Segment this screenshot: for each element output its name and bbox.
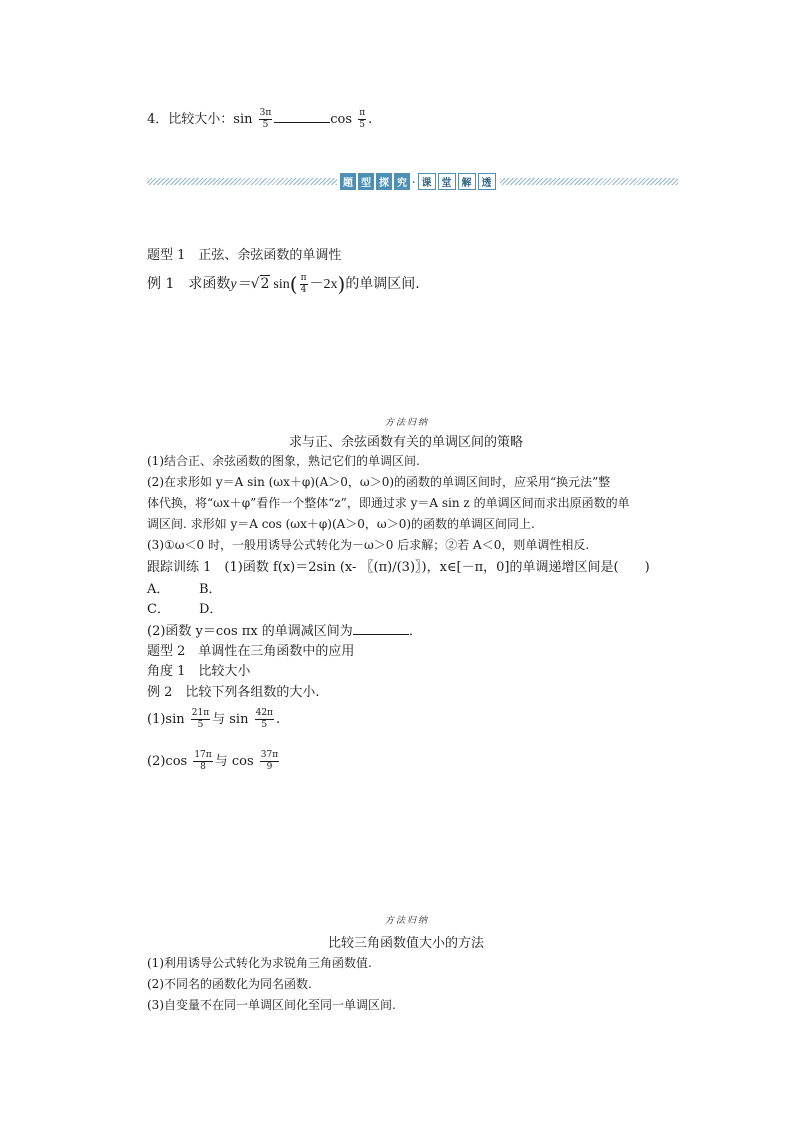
method2-line: (1)利用诱导公式转化为求锐角三角函数值.: [147, 956, 372, 970]
example-1-sin: sin: [273, 277, 290, 292]
p1-prefix: (1)sin: [147, 712, 189, 727]
fraction-21pi-5: $\frac{21\pi}{5}$: [191, 708, 210, 730]
answer-blank[interactable]: [353, 634, 409, 635]
training-1-line2-end: ．: [408, 624, 422, 639]
p1-mid: 与 sin: [212, 712, 253, 727]
method1-line: (2)在求形如 y＝A sin (ωx＋φ)(A＞0，ω＞0)的函数的单调区间时，应采用“换元法”整: [147, 475, 611, 489]
example-2-part-1: [147, 708, 280, 730]
training-1-line1: 跟踪训练 1 (1)函数 f(x)＝2sin (x- 〖(π)/(3)〗)，x∈[－π，0]的单调递增区间是( ): [147, 560, 650, 575]
option-c[interactable]: C．: [147, 602, 170, 617]
method2-line: (2)不同名的函数化为同名函数.: [147, 977, 312, 991]
fraction-3pi-5: $\frac{3\pi}{5}$: [259, 108, 272, 130]
fraction-pi-5: $\frac{\pi}{5}$: [359, 108, 366, 130]
example-1-y: y＝: [230, 277, 251, 292]
answer-blank[interactable]: [274, 122, 330, 123]
banner-char: 型: [358, 173, 374, 190]
paren-open: (: [289, 272, 298, 296]
banner-char: 题: [340, 173, 356, 190]
banner-stripe-left: [147, 178, 337, 185]
example-1: [147, 272, 420, 296]
banner-char: 探: [376, 173, 392, 190]
section-banner: [340, 173, 496, 190]
paren-close: ): [337, 272, 346, 296]
method-title-1: 求与正、余弦函数有关的单调区间的策略: [289, 435, 524, 450]
method1-line: 调区间. 求形如 y＝A cos (ωx＋φ)(A＞0，ω＞0)的函数的单调区间同上.: [147, 517, 535, 531]
option-d[interactable]: D．: [199, 602, 223, 617]
training-1-line2: [147, 620, 422, 639]
fraction-42pi-5: $\frac{42\pi}{5}$: [255, 708, 273, 730]
sqrt-radicand: 2: [260, 276, 270, 292]
method1-line: (3)①ω＜0 时，一般用诱导公式转化为－ω＞0 后求解；②若 A＜0，则单调性相反.: [147, 538, 590, 552]
method1-line: (1)结合正、余弦函数的图象，熟记它们的单调区间.: [147, 454, 420, 468]
example-1-tail: －2x: [309, 277, 338, 292]
option-a[interactable]: A．: [147, 582, 170, 597]
example-1-label: 例 1 求函数: [147, 276, 231, 292]
p2-prefix: (2)cos: [147, 754, 192, 769]
method-title-2: 比较三角函数值大小的方法: [328, 936, 485, 951]
angle-1-title: 角度 1 比较大小: [147, 664, 251, 679]
sqrt-sign: √: [250, 276, 260, 292]
method-head-2: 方法归纳: [385, 916, 430, 926]
q4-prefix: 4．比较大小：sin: [147, 112, 257, 127]
example-1-end: 的单调区间.: [345, 276, 420, 292]
type-1-title: 题型 1 正弦、余弦函数的单调性: [147, 248, 342, 263]
fraction-17pi-8: $\frac{17\pi}{8}$: [194, 750, 212, 772]
banner-char: 解: [458, 173, 476, 190]
option-b[interactable]: B．: [199, 582, 222, 597]
q4-end: .: [368, 112, 373, 127]
q4-cos: cos: [330, 112, 357, 127]
banner-char: 课: [418, 173, 436, 190]
fraction-pi-4: $\frac{\pi}{4}$: [300, 272, 307, 295]
p2-mid: 与 cos: [214, 754, 258, 769]
example-2-part-2: [147, 750, 281, 772]
banner-dot: ·: [412, 176, 416, 189]
p1-end: .: [275, 712, 281, 727]
method-head-1: 方法归纳: [385, 418, 430, 428]
fraction-37pi-9: $\frac{37\pi}{9}$: [260, 750, 279, 772]
banner-char: 透: [478, 173, 496, 190]
banner-stripe-right: [500, 178, 678, 185]
question-4: [147, 108, 372, 130]
type-2-title: 题型 2 单调性在三角函数中的应用: [147, 644, 355, 659]
banner-char: 究: [394, 173, 410, 190]
training-1-line2-text: (2)函数 y＝cos πx 的单调减区间为: [147, 624, 353, 639]
method1-line: 体代换，将“ωx＋φ”看作一个整体“z”，即通过求 y＝A sin z 的单调区间而求出原函数的单: [147, 496, 630, 510]
example-2-label: 例 2 比较下列各组数的大小.: [147, 685, 320, 700]
banner-char: 堂: [438, 173, 456, 190]
method2-line: (3)自变量不在同一单调区间化至同一单调区间.: [147, 998, 396, 1012]
